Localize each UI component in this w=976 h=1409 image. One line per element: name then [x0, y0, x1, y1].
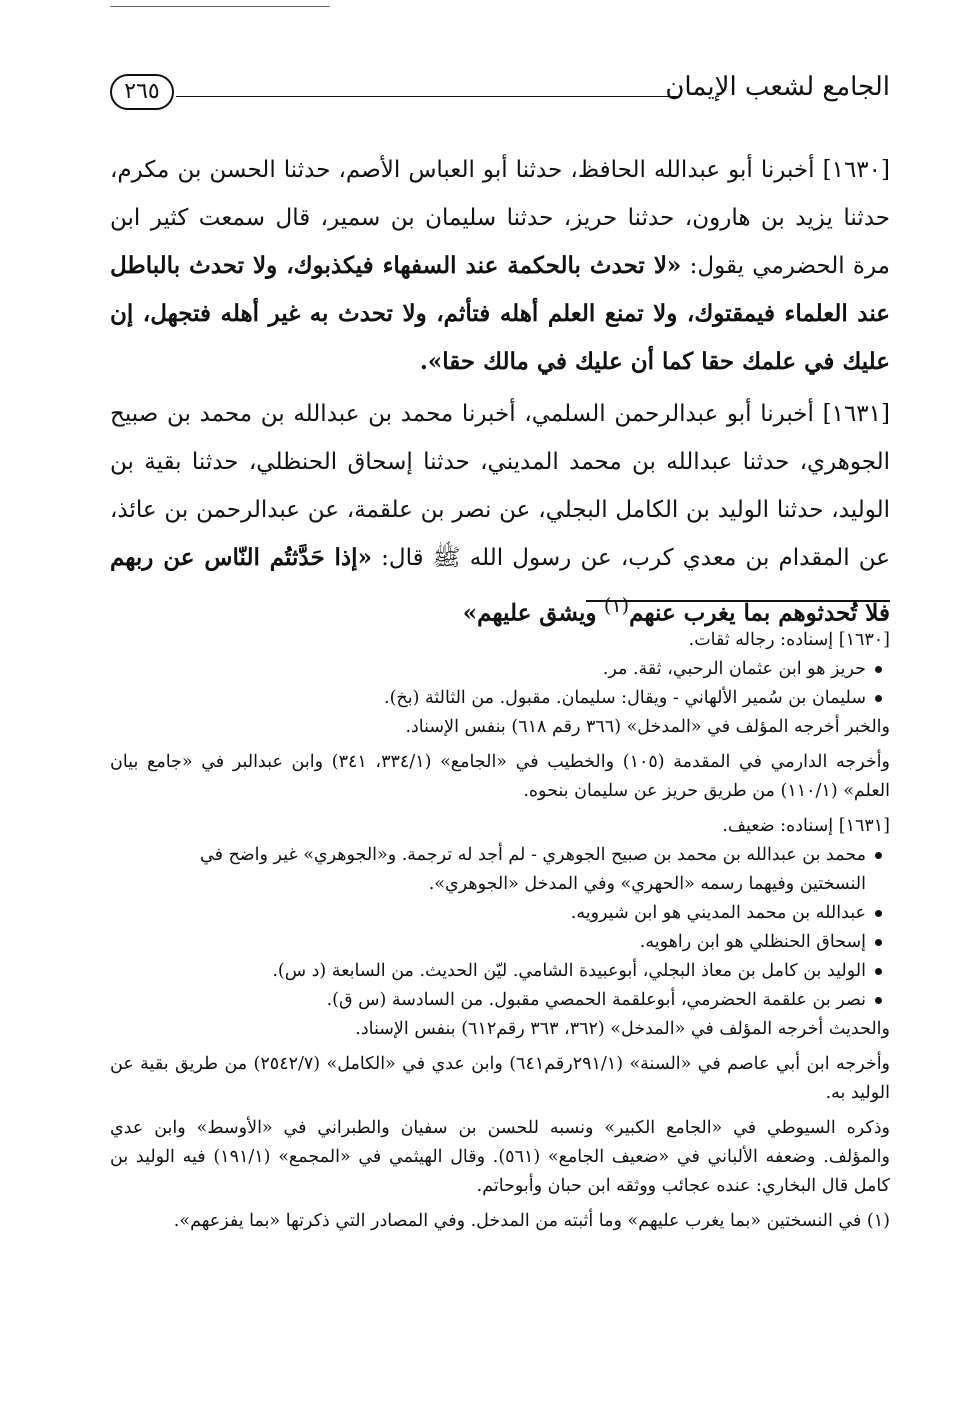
hadith-number: [١٦٣٠]: [822, 157, 890, 183]
note-bullet: سليمان بن سُمير الألهاني - ويقال: سليمان. مقبول. من الثالثة (بخ).: [110, 684, 866, 713]
matn-quote-end: ويشق عليهم»: [462, 599, 597, 627]
page-number: ٢٦٥: [110, 74, 174, 110]
note-bullet: عبدالله بن محمد المديني هو ابن شيرويه.: [110, 899, 866, 928]
main-text: [110, 146, 890, 642]
header-rule: [176, 96, 678, 97]
footnote-1: (١) في النسختين «بما يغرب عليهم» وما أثبته من المدخل. وفي المصادر التي ذكرتها «بما يفزعهم».: [173, 1211, 890, 1231]
running-title: الجامع لشعب الإيمان: [665, 72, 890, 102]
note-bullet: إسحاق الحنظلي هو ابن راهويه.: [110, 928, 866, 957]
footnote-separator: [586, 600, 890, 602]
note-1631-source: والحديث أخرجه المؤلف في «المدخل» (٣٦٢، ٣٦٣ رقم٦١٢) بنفس الإسناد.: [355, 1019, 890, 1039]
note-1631-head: [١٦٣١] إسناده: ضعيف.: [722, 816, 890, 836]
isnad-text: أخبرنا أبو عبدالرحمن السلمي، أخبرنا محمد بن عبدالله بن محمد بن صبيح الجوهري، حدثنا عبدالله بن محمد المديني، حدثنا إسحاق الحنظلي، حدثنا بقية بن الوليد، حدثنا الوليد بن الكامل البجلي، عن نصر بن علقمة، عن عبدالرحمن بن عائذ، عن المقدام بن معدي كرب، عن رسول الله ﷺ قال:: [110, 401, 891, 571]
matn-quote: «لا تحدث بالحكمة عند السفهاء فيكذبوك، ولا تحدث بالباطل عند العلماء فيمقتوك، ولا تمنع العلم أهله فتأثم، ولا تحدث به غير أهله فتجهل، إن عليك في علمك حقا كما أن عليك في مالك حقا».: [110, 252, 890, 375]
note-1630-takhrij: وأخرجه الدارمي في المقدمة (١٠٥) والخطيب في «الجامع» (٣٣٤/١، ٣٤١) وابن عبدالبر في «جامع بيان العلم» (١١٠/١) من طريق حريز عن سليمان بنحوه.: [110, 752, 890, 801]
note-bullet-continuation: النسختين وفيهما رسمه «الحهري» وفي المدخل «الجوهري».: [428, 874, 866, 894]
top-rule: [110, 6, 330, 7]
note-1631-grading: وذكره السيوطي في «الجامع الكبير» ونسبه للحسن بن سفيان والطبراني في «الأوسط» وابن عدي والمؤلف. وضعفه الألباني في «ضعيف الجامع» (٥٦١). وقال الهيثمي في «المجمع» (١٩١/١) فيه الوليد بن كامل قال البخاري: عنده عجائب ووثقه ابن حبان وأبوحاتم.: [110, 1118, 890, 1196]
note-1631-list: [110, 841, 890, 1015]
note-1630-list: [110, 655, 890, 713]
hadith-1630: [110, 146, 890, 386]
isnad-text: أخبرنا أبو عبدالله الحافظ، حدثنا أبو العباس الأصم، حدثنا الحسن بن مكرم، حدثنا يزيد بن هارون، حدثنا حريز، حدثنا سليمان بن سمير، قال سمعت كثير ابن مرة الحضرمي يقول:: [110, 157, 890, 279]
hadith-number: [١٦٣١]: [822, 401, 890, 427]
note-1630-head: [١٦٣٠] إسناده: رجاله ثقات.: [688, 630, 890, 650]
note-bullet-text: محمد بن عبدالله بن محمد بن صبيح الجوهري - لم أجد له ترجمة. و«الجوهري» غير واضح في: [200, 845, 866, 865]
footnotes: [110, 626, 890, 1236]
footnote-mark: (١): [603, 594, 630, 617]
page-header: [110, 62, 890, 122]
note-1631-takhrij: وأخرجه ابن أبي عاصم في «السنة» (٢٩١/١رقم٦٤١) وابن عدي في «الكامل» (٢٥٤٢/٧) من طريق بقية عن الوليد به.: [110, 1054, 891, 1103]
note-bullet: نصر بن علقمة الحضرمي، أبوعلقمة الحمصي مقبول. من السادسة (س ق).: [110, 986, 866, 1015]
matn-quote: «إذا حَدَّثتُم النّاس عن ربهم فلا تُحدثوهم بما يغرب عنهم: [110, 544, 890, 627]
note-1630-source: والخبر أخرجه المؤلف في «المدخل» (٣٦٦ رقم ٦١٨) بنفس الإسناد.: [405, 717, 890, 737]
note-bullet: حريز هو ابن عثمان الرحبي، ثقة. مر.: [110, 655, 866, 684]
note-bullet: [110, 841, 866, 899]
note-bullet: الوليد بن كامل بن معاذ البجلي، أبوعبيدة الشامي. ليّن الحديث. من السابعة (د س).: [110, 957, 866, 986]
